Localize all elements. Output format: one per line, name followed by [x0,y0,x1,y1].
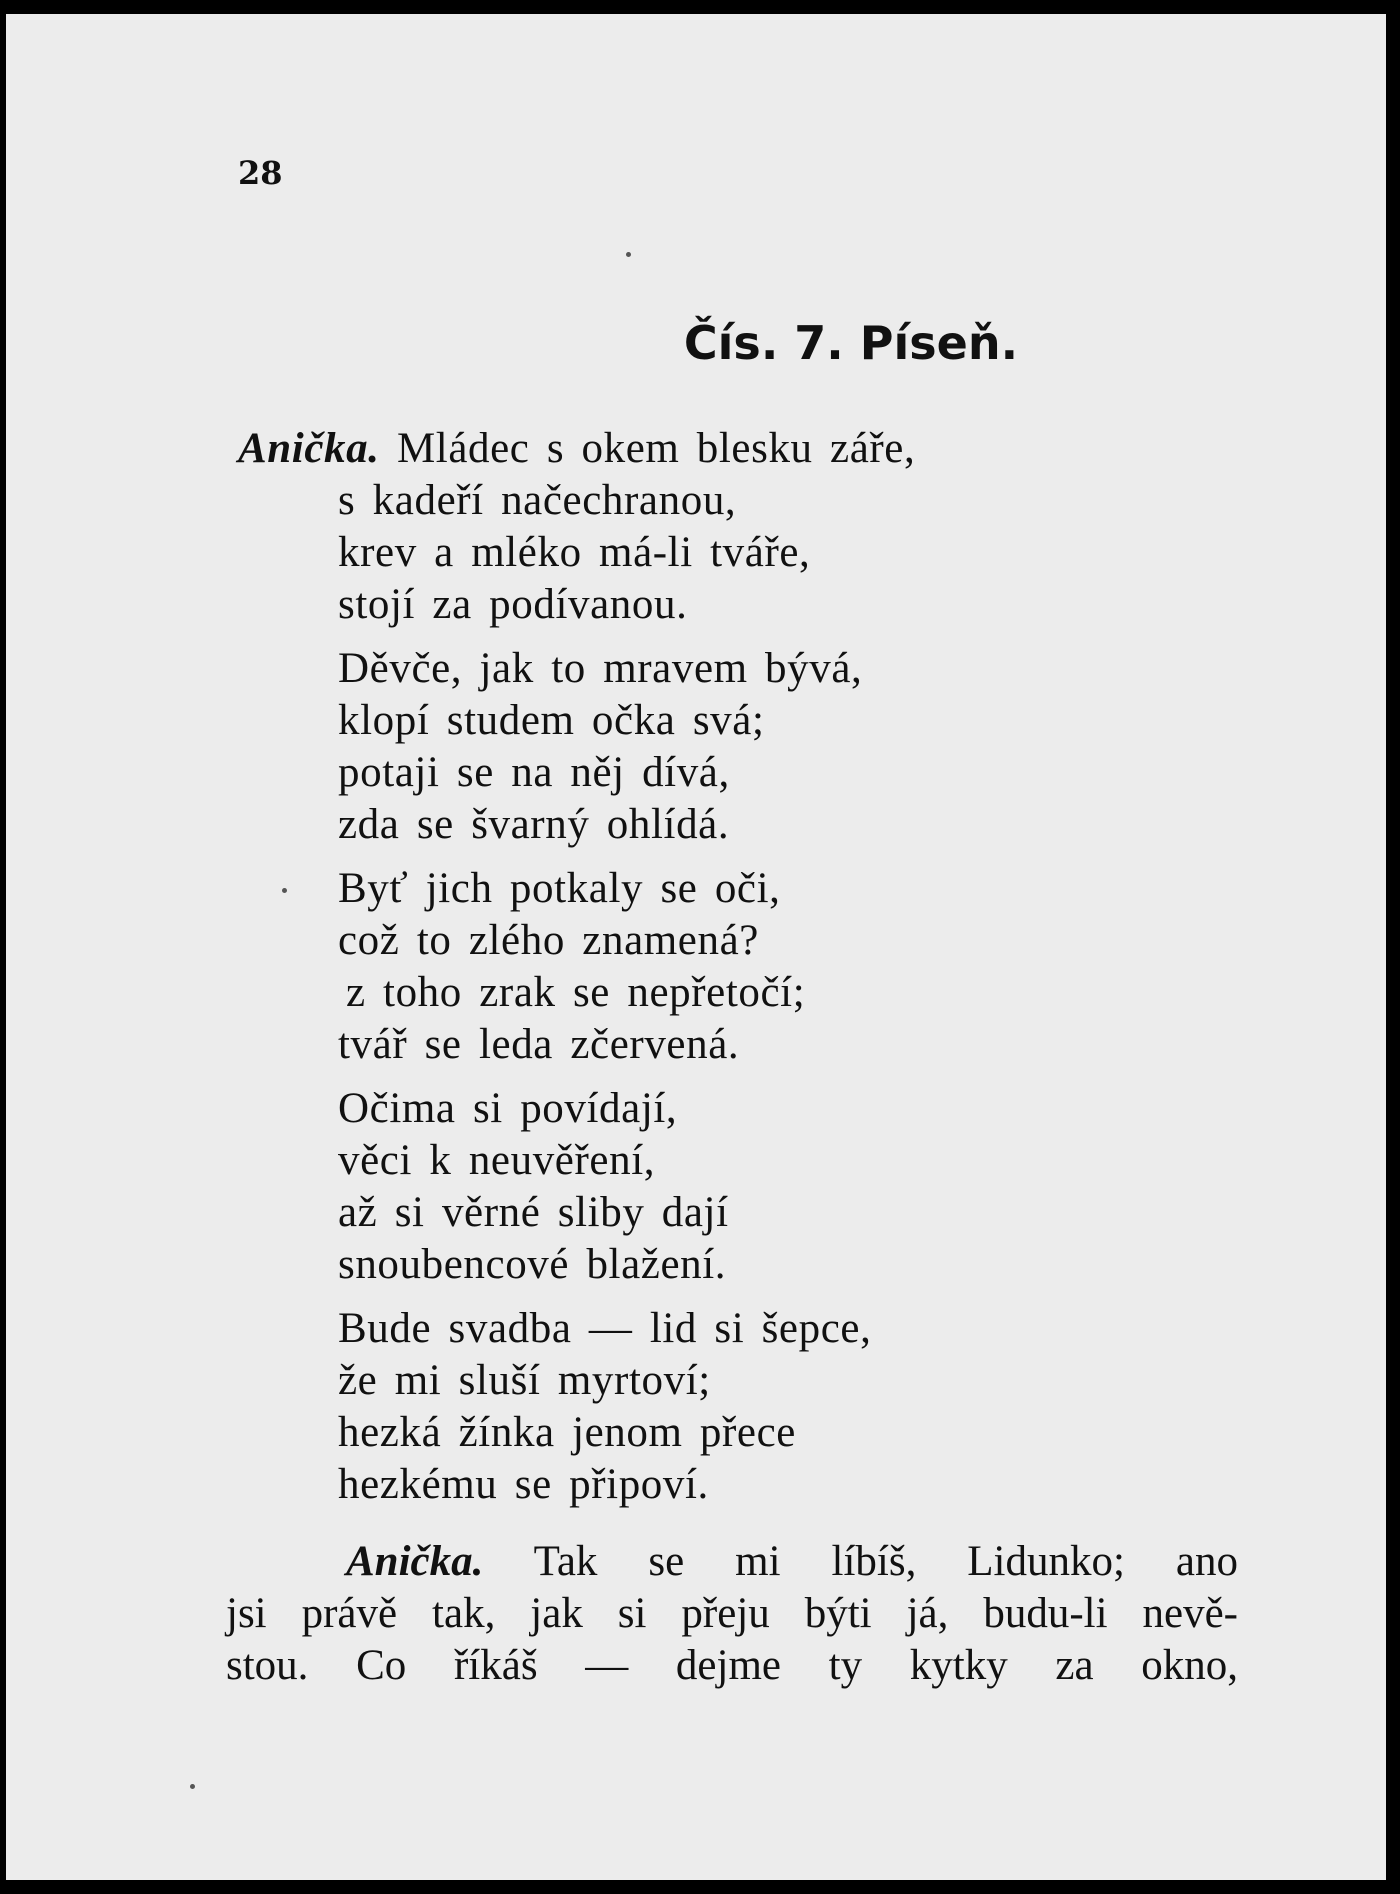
scan-speck [282,888,287,893]
prose-line: jsi právě tak, jak si přeju býti já, budu-li nevě- [226,1590,1238,1637]
prose-paragraph [226,1536,1238,1692]
verse-line: tvář se leda zčervená. [338,1021,740,1068]
verse-line: hezkému se připoví. [338,1461,709,1508]
song-title: Čís. 7. Píseň. [683,316,1019,370]
verse-line: že mi sluší myrtoví; [338,1357,711,1404]
prose-line [226,1536,1238,1588]
verse-line: krev a mléko má-li tváře, [338,529,811,576]
verse-line: Byť jich potkaly se oči, [338,865,781,912]
verse-line: s kadeří načechranou, [338,477,737,524]
prose-text: Tak se mi líbíš, Lidunko; ano [533,1538,1238,1585]
scan-speck [190,1784,195,1789]
scan-speck [626,252,631,257]
verse-line: věci k neuvěření, [338,1137,656,1184]
verse-line: což to zlého znamená? [338,917,759,964]
page-number: 28 [238,154,283,192]
verse-line: Děvče, jak to mravem bývá, [338,645,863,692]
verse-line: zda se švarný ohlídá. [338,801,730,848]
speaker-name: Anička. [346,1538,484,1585]
song-first-line [238,424,915,473]
verse-line: stojí za podívanou. [338,581,688,628]
prose-line: stou. Co říkáš — dejme ty kytky za okno, [226,1642,1238,1689]
verse-line: až si věrné sliby dají [338,1189,729,1236]
verse-line: Mládec s okem blesku záře, [396,425,916,472]
verse-line: z toho zrak se nepřetočí; [346,969,806,1016]
speaker-name: Anička. [238,425,380,472]
verse-line: klopí studem očka svá; [338,697,765,744]
verse-line: Očima si povídají, [338,1085,678,1132]
verse-line: Bude svadba — lid si šepce, [338,1305,872,1352]
verse-line: potaji se na něj dívá, [338,749,730,796]
verse-line: snoubencové blažení. [338,1241,727,1288]
book-page [6,14,1386,1880]
verse-line: hezká žínka jenom přece [338,1409,796,1456]
